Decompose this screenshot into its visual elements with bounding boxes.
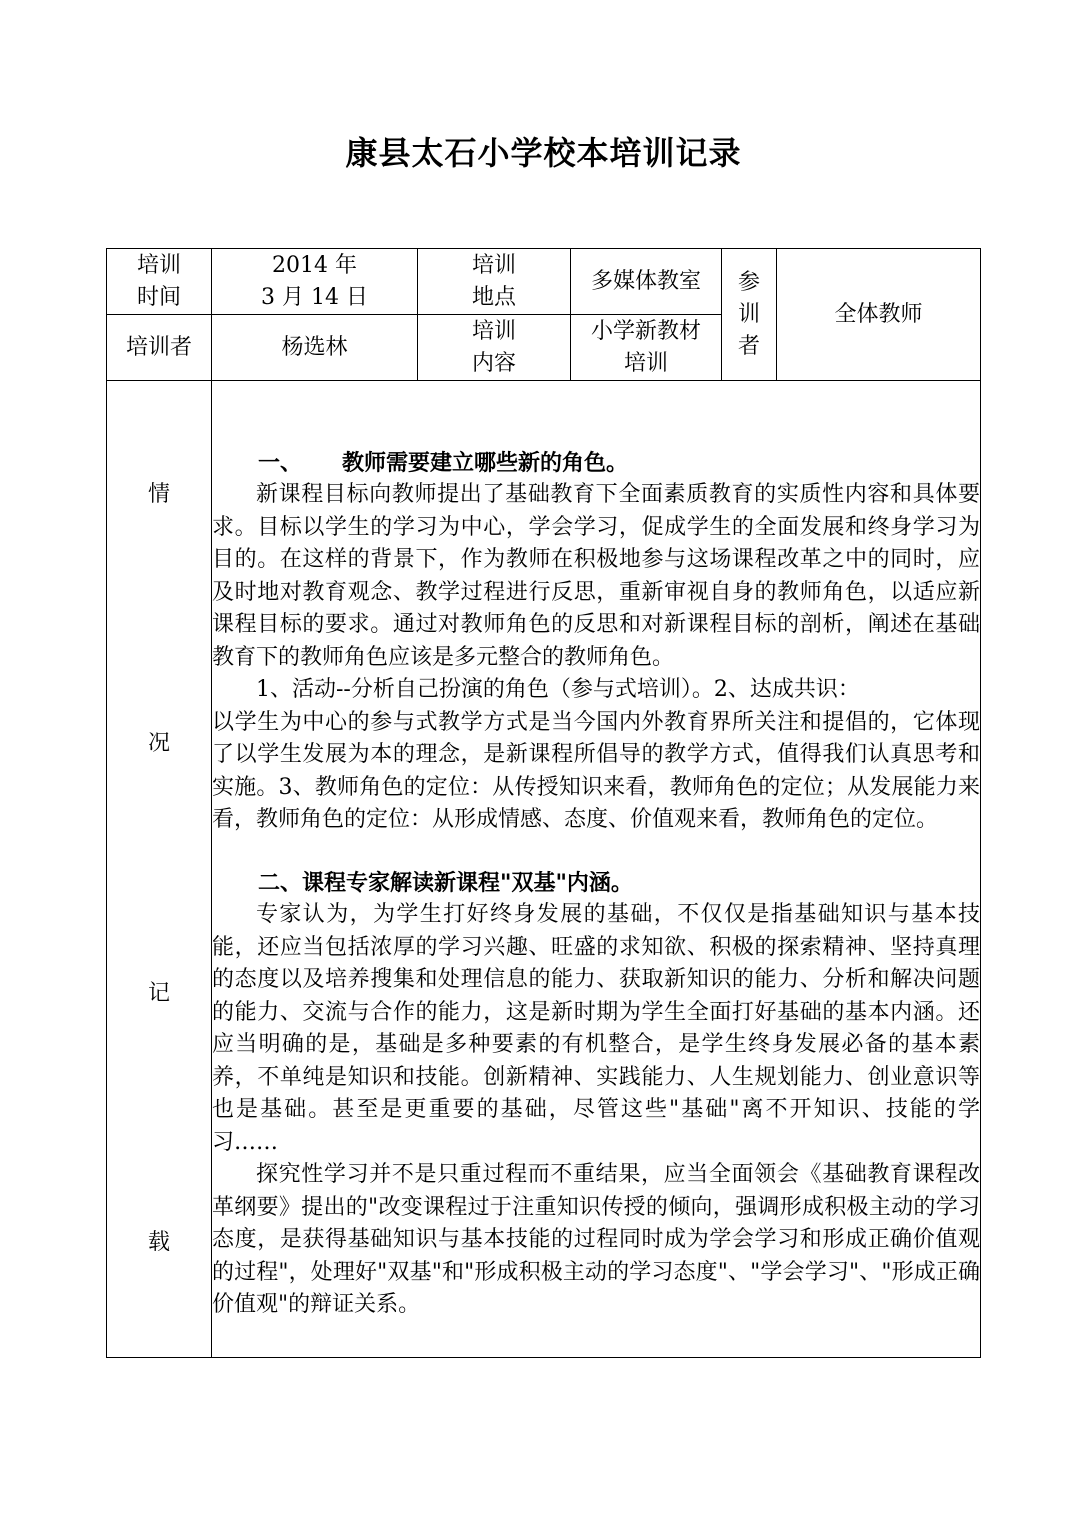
record-content-cell	[212, 381, 981, 1358]
time-value-cell	[212, 249, 418, 315]
training-record-table	[106, 248, 981, 1358]
participants-label-char1: 参	[737, 269, 760, 295]
place-label-line2: 地点	[471, 284, 516, 310]
section1-paragraph3: 以学生为中心的参与式教学方式是当今国内外教育界所关注和提倡的，它体现了以学生发展为本的理念，是新课程所倡导的教学方式，值得我们认真思考和实施。3、教师角色的定位：从传授知识来看，教师角色的定位；从发展能力来看，教师角色的定位：从形成情感、态度、价值观来看，教师角色的定位。	[212, 709, 980, 832]
side-label-char2: 况	[147, 731, 170, 757]
header-row-1	[107, 249, 981, 315]
document-title: 康县太石小学校本培训记录	[345, 134, 742, 172]
time-value-year: 2014 年	[272, 252, 357, 278]
section1-heading-text: 教师需要建立哪些新的角色。	[342, 449, 629, 476]
participants-label-char2: 训	[737, 301, 760, 327]
section1-number: 一、	[258, 449, 303, 476]
side-label-char4: 载	[147, 1229, 170, 1255]
content-label-line1: 培训	[471, 318, 516, 344]
record-side-label	[107, 479, 211, 1259]
section2-heading: 二、课程专家解读新课程"双基"内涵。	[258, 869, 633, 896]
side-label-char3: 记	[147, 980, 170, 1006]
place-value-cell: 多媒体教室	[571, 249, 722, 315]
time-label-cell	[107, 249, 212, 315]
time-value-date: 3 月 14 日	[261, 284, 368, 310]
section2-paragraph2: 探究性学习并不是只重过程而不重结果，应当全面领会《基础教育课程改革纲要》提出的"改变课程过于注重知识传授的倾向，强调形成积极主动的学习态度，是获得基础知识与基本技能的过程同时成为学会学习和形成正确价值观的过程"，处理好"双基"和"形成积极主动的学习态度"、"学会学习"、"形成正确价值观"的辩证关系。	[212, 1162, 980, 1317]
participants-label-cell	[722, 249, 777, 381]
record-row	[107, 381, 981, 1358]
participants-label-char3: 者	[737, 333, 760, 359]
trainer-value-cell: 杨选林	[212, 315, 418, 381]
section1-paragraph2: 1、活动--分析自己扮演的角色（参与式培训）。2、达成共识：	[256, 677, 860, 702]
trainer-label-cell: 培训者	[107, 315, 212, 381]
time-label-line2: 时间	[136, 284, 181, 310]
section2-paragraph1: 专家认为，为学生打好终身发展的基础，不仅仅是指基础知识与基本技能，还应当包括浓厚的学习兴趣、旺盛的求知欲、积极的探索精神、坚持真理的态度以及培养搜集和处理信息的能力、获取新知识的能力、分析和解决问题的能力、交流与合作的能力，这是新时期为学生全面打好基础的基本内涵。还应当明确的是，基础是多种要素的有机整合，是学生终身发展必备的基本素养，不单纯是知识和技能。创新精神、实践能力、人生规划能力、创业意识等也是基础。甚至是更重要的基础，尽管这些"基础"离不开知识、技能的学习……	[212, 902, 980, 1155]
place-label-cell	[418, 249, 571, 315]
content-label-line2: 内容	[471, 350, 516, 376]
record-side-label-cell	[107, 381, 212, 1358]
content-value-cell	[571, 315, 722, 381]
content-value-line2: 培训	[623, 350, 668, 376]
place-label-line1: 培训	[471, 252, 516, 278]
section1-heading	[212, 447, 980, 480]
content-label-cell	[418, 315, 571, 381]
time-label-line1: 培训	[136, 252, 181, 278]
content-value-line1: 小学新教材	[590, 318, 701, 344]
participants-value-cell: 全体教师	[777, 249, 981, 381]
side-label-char1: 情	[147, 482, 170, 507]
section1-paragraph1: 新课程目标向教师提出了基础教育下全面素质教育的实质性内容和具体要求。目标以学生的学习为中心，学会学习，促成学生的全面发展和终身学习为目的。在这样的背景下，作为教师在积极地参与这场课程改革之中的同时，应及时地对教育观念、教学过程进行反思，重新审视自身的教师角色，以适应新课程目标的要求。通过对教师角色的反思和对新课程目标的剖析，阐述在基础教育下的教师角色应该是多元整合的教师角色。	[212, 482, 980, 670]
